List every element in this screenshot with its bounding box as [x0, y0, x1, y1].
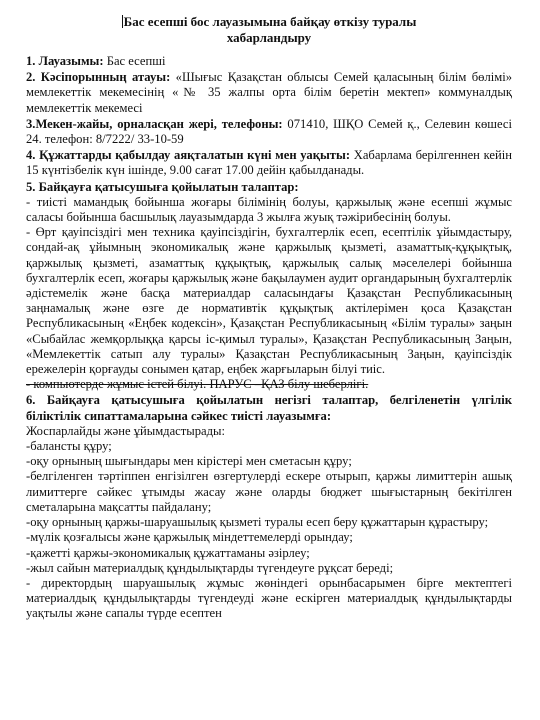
section-6-label: 6. Байқауға қатысушыға қойылатын негізгі талаптар, белгіленетін үлгілік біліктілік сипаттамаларына сәйкес тиісті лауазымға:: [26, 393, 512, 423]
section-3-text: 071410, ШҚО Семей қ., Селевин көшесі 24. телефон: 8/7222/ 33-10-59: [26, 116, 512, 147]
title-line-1: Бас есепші бос лауазымына байқау өткізу туралы: [123, 14, 417, 29]
document-title: [26, 14, 512, 46]
section-2-label: 2. Кәсіпорынның атауы:: [26, 70, 171, 85]
text-cursor: [122, 15, 123, 28]
section-6-list-item: -жыл сайын материалдық құндылықтарды түгендеуге рұқсат береді;: [26, 560, 394, 575]
section-2-organization: [26, 70, 512, 116]
section-6-list-item: -балансты құру;: [26, 439, 112, 454]
section-6-list-item: -қажетті қаржы-экономикалық құжаттаманы әзірлеу;: [26, 545, 310, 560]
section-5-label: 5. Байқауға қатысушыға қойылатын талаптар:: [26, 179, 299, 194]
section-1-text: Бас есепші: [103, 54, 166, 68]
announcement-document: [26, 14, 512, 622]
section-1-label: 1. Лауазымы:: [26, 54, 104, 68]
section-1-position: [26, 54, 512, 69]
title-line-2: хабарландыру: [226, 30, 312, 45]
section-4-deadline: [26, 148, 512, 178]
section-3-address: [26, 117, 512, 147]
section-5-requirement-3: - компьютерде жұмыс істей білуі. ПАРУС –ҚАЗ білу шеберлігі.: [26, 377, 369, 392]
section-5-requirement-1: - тиісті мамандық бойынша жоғары білімінің болуы, қаржылық және есепші жұмыс саласы бойынша басшылық лауазымдарда 3 жылға жуық тәжірибесінің болуы.: [26, 194, 512, 225]
section-3-label: 3.Мекен-жайы, орналасқан жері, телефоны:: [26, 116, 283, 131]
section-6-list-item: - директордың шаруашылық жұмыс жөніндегі орынбасарымен бірге мектептегі материалдық құндылықтарды түгендеуді және ескірген материалдық құндылықтарды уақтылы және сапалы түрде есептен: [26, 575, 512, 621]
section-2-text: «Шығыс Қазақстан облысы Семей қаласының білім бөлімі» мемлекеттік мекемесінің «№ 35 жалпы орта білім беретін мектеп» коммуналдық мемлекеттік мекемесі: [26, 70, 512, 115]
section-6-list-item: -белгіленген тәртіппен енгізілген өзгертулерді ескере отырып, қаржы лимиттерін ашық лимиттерге сәйкес ұтымды жасау және оларды бюджет шығыстарның бекітілген сметаларына мақсатты пайдалану;: [26, 469, 512, 514]
section-4-label: 4. Құжаттарды қабылдау аяқталатын күні мен уақыты:: [26, 148, 351, 163]
section-6-list-item: -оқу орнының қаржы-шаруашылық қызметі туралы есеп беру құжаттарын құрастыру;: [26, 515, 489, 530]
section-6-list-item: -мүлік қозғалысы және қаржылық міндеттемелерді орындау;: [26, 530, 353, 545]
section-6-list-item: -оқу орнының шығындары мен кірістері мен сметасын құру;: [26, 454, 352, 469]
section-5-requirement-2: - Өрт қауіпсіздігі мен техника қауіпсіздігін, бухгалтерлік есеп, есептілік ұйымдастыру, сондай-ақ ұйымның экономикалық және қаржылық қызметі, азаматтық-құқықтық, қаржылық қызметі, азаматтық құқықтық, қаржылық салық мәселелері бойынша бухгалтерлік есеп, жоғары қаржылық және бақылаумен аудит органдарының бухгалтерлік әдістемелік және басқа материалдар саласындағы Қазақстан Республикасының заңнамалық және өзге де нормативтік құқықтық актілерімен қоса Қазақстан Республикасының «Еңбек кодексін», Қазақстан Республикасының «Білім туралы» заңын «Сыбайлас жемқорлыққа қарсы іс-қимыл туралы», Қазақстан Республикасының Заңын, «Мемлекеттік сатып алу туралы» Қазақстан Республикасының Заңын, қауіпсіздік ережелерін қорғауды сонымен қатар, еңбек жарғыларын білуі тиіс.: [26, 225, 512, 377]
section-4-text: Хабарлама берілгеннен кейін 15 күнтізбелік күн ішінде, 9.00 сағат 17.00 дейін қабылданады.: [26, 148, 512, 178]
section-6-intro: Жоспарлайды және ұйымдастырады:: [26, 423, 225, 438]
